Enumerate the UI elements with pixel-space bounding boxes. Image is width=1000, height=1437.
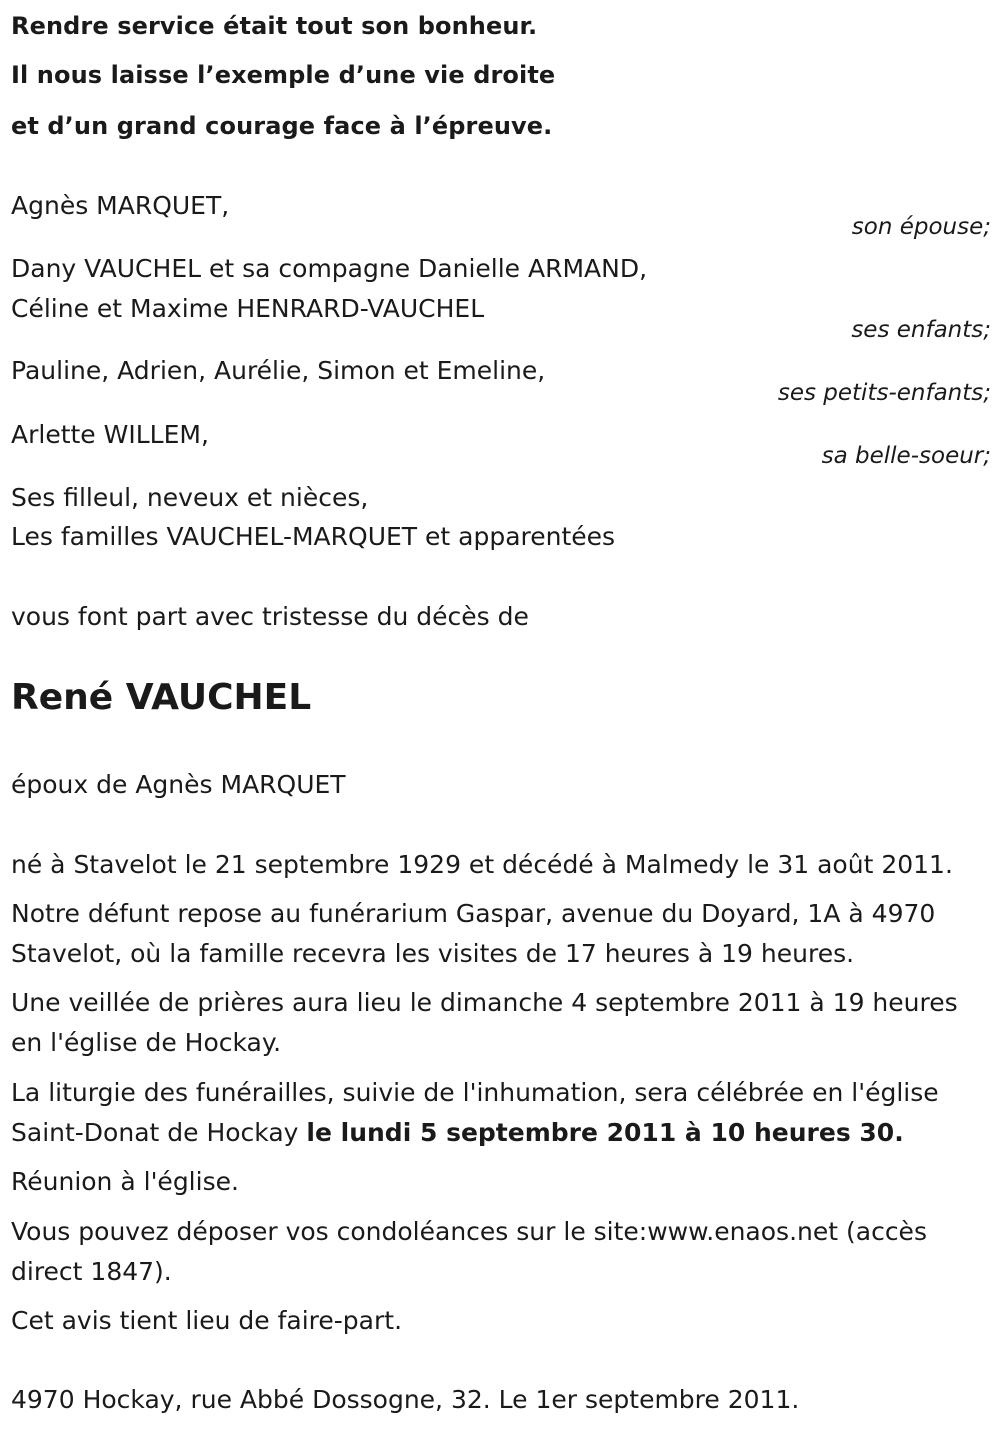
child-2: Céline et Maxime HENRARD-VAUCHEL (11, 294, 485, 323)
liturgy-text: La liturgie des funérailles, suivie de l'inhumation, sera célébrée en l'église Saint-Donat de Hockay (11, 1078, 939, 1147)
funerarium-info: Notre défunt repose au funérarium Gaspar, avenue du Doyard, 1A à 4970 Stavelot, où la famille recevra les visites de 17 heures à 19 heures. (11, 899, 936, 968)
grandchildren-role: ses petits-enfants; (777, 380, 991, 406)
announcement: vous font part avec tristesse du décès de (11, 602, 529, 631)
birth-death: né à Stavelot le 21 septembre 1929 et décédé à Malmedy le 31 août 2011. (11, 850, 953, 879)
address-date: 4970 Hockay, rue Abbé Dossogne, 32. Le 1er septembre 2011. (11, 1385, 800, 1414)
others-line-1: Ses filleul, neveux et nièces, (11, 483, 369, 512)
sister-in-law: Arlette WILLEM, (11, 420, 209, 449)
others-line-2: Les familles VAUCHEL-MARQUET et apparentées (11, 522, 616, 551)
quote-line-3: et d’un grand courage face à l’épreuve. (11, 112, 553, 140)
meeting-info: Réunion à l'église. (11, 1167, 239, 1196)
liturgy-date: le lundi 5 septembre 2011 à 10 heures 30. (306, 1118, 904, 1147)
liturgy-info (11, 1073, 991, 1153)
vigil-info: Une veillée de prières aura lieu le dimanche 4 septembre 2011 à 19 heures en l'église de Hockay. (11, 988, 958, 1057)
spouse-name: Agnès MARQUET, (11, 191, 230, 220)
children-role: ses enfants; (851, 317, 991, 343)
spouse-of: époux de Agnès MARQUET (11, 770, 346, 799)
spouse-role: son épouse; (851, 214, 991, 240)
child-1: Dany VAUCHEL et sa compagne Danielle ARMAND, (11, 254, 648, 283)
deceased-name: René VAUCHEL (11, 677, 312, 718)
grandchildren: Pauline, Adrien, Aurélie, Simon et Emeline, (11, 356, 546, 385)
notice-info: Cet avis tient lieu de faire-part. (11, 1306, 403, 1335)
condolences-info: Vous pouvez déposer vos condoléances sur le site:www.enaos.net (accès direct 1847). (11, 1217, 927, 1286)
quote-line-2: Il nous laisse l’exemple d’une vie droite (11, 61, 556, 89)
sister-in-law-role: sa belle-soeur; (821, 443, 991, 469)
quote-line-1: Rendre service était tout son bonheur. (11, 12, 538, 40)
